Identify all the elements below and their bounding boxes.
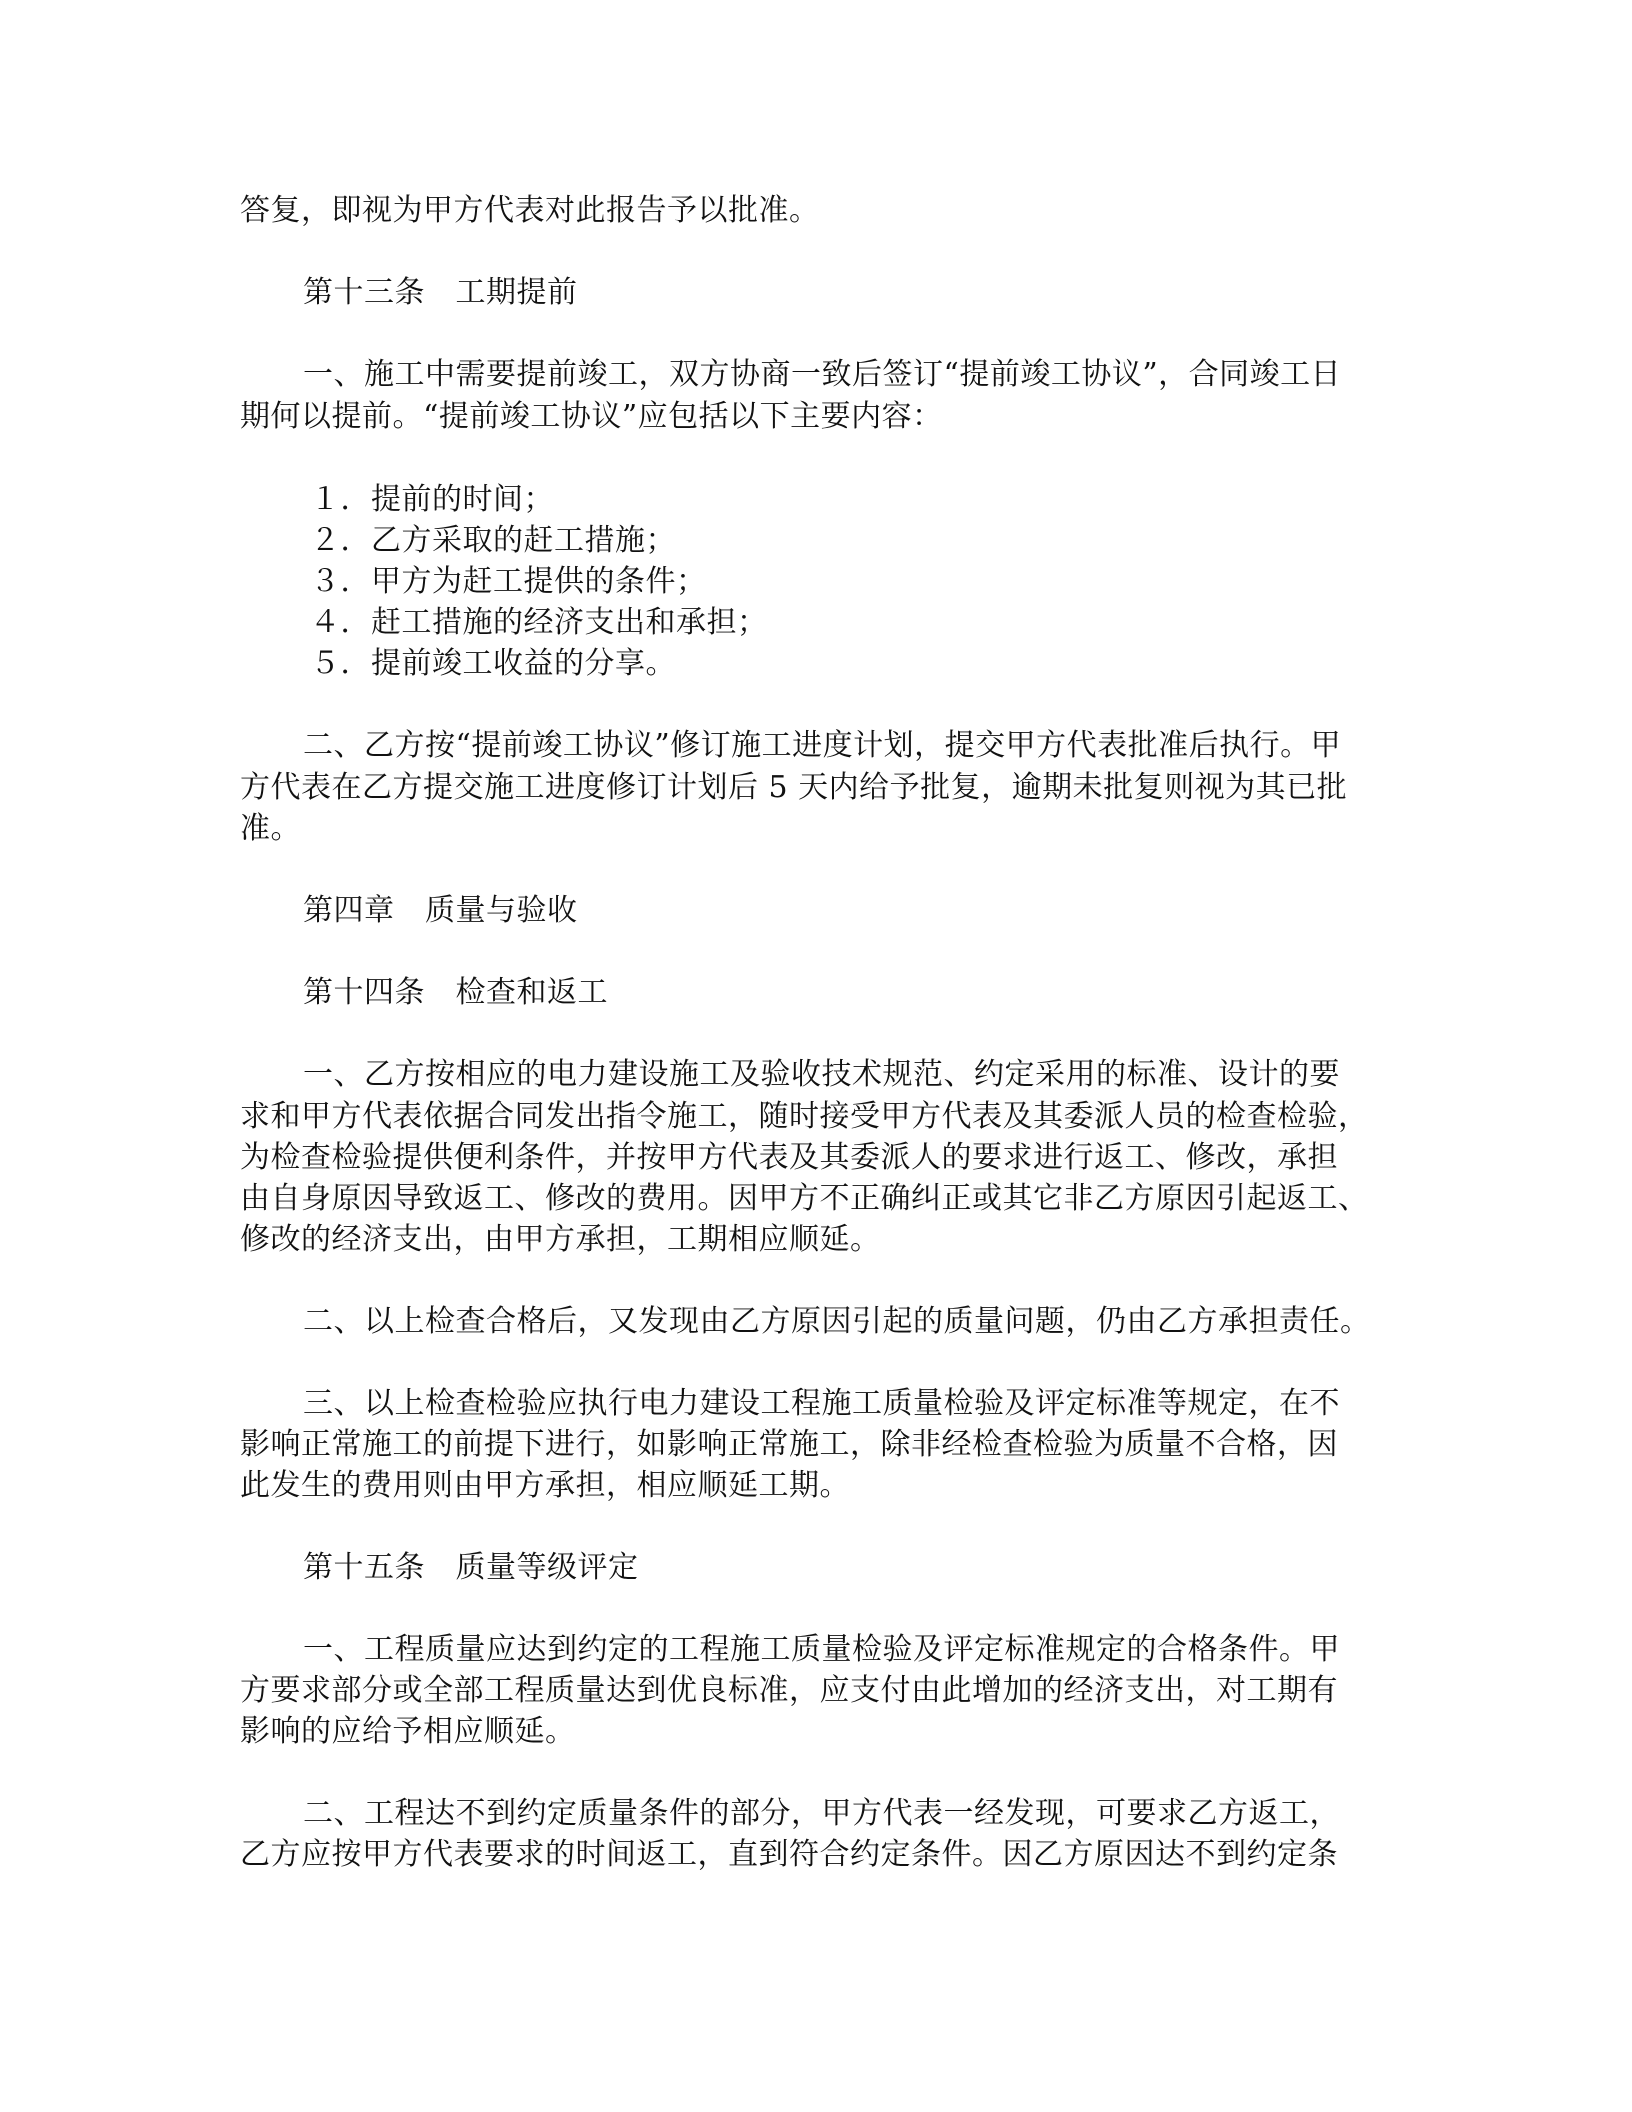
text-line: 由自身原因导致返工、修改的费用。因甲方不正确纠正或其它非乙方原因引起返工、 — [240, 1181, 1369, 1216]
article-heading: 第十三条 工期提前 — [303, 275, 578, 310]
article-heading: 第十四条 检查和返工 — [303, 975, 608, 1010]
text-line: 修改的经济支出，由甲方承担，工期相应顺延。 — [240, 1222, 881, 1257]
text-line: 三、以上检查检验应执行电力建设工程施工质量检验及评定标准等规定，在不 — [303, 1386, 1340, 1421]
text-line: 答复，即视为甲方代表对此报告予以批准。 — [240, 193, 820, 228]
text-line: 为检查检验提供便利条件，并按甲方代表及其委派人的要求进行返工、修改，承担 — [240, 1140, 1338, 1175]
text-line: 一、施工中需要提前竣工，双方协商一致后签订“提前竣工协议”，合同竣工日 — [303, 357, 1342, 392]
text-line: 二、以上检查合格后，又发现由乙方原因引起的质量问题，仍由乙方承担责任。 — [303, 1304, 1371, 1339]
list-item: ４．赶工措施的经济支出和承担； — [310, 605, 768, 640]
text-line: 二、乙方按“提前竣工协议”修订施工进度计划，提交甲方代表批准后执行。甲 — [303, 728, 1342, 763]
text-line: 乙方应按甲方代表要求的时间返工，直到符合约定条件。因乙方原因达不到约定条 — [240, 1837, 1338, 1872]
text-line: 影响正常施工的前提下进行，如影响正常施工，除非经检查检验为质量不合格，因 — [240, 1427, 1338, 1462]
text-line: 影响的应给予相应顺延。 — [240, 1714, 576, 1749]
text-line: 一、乙方按相应的电力建设施工及验收技术规范、约定采用的标准、设计的要 — [303, 1057, 1340, 1092]
text-line: 一、工程质量应达到约定的工程施工质量检验及评定标准规定的合格条件。甲 — [303, 1632, 1340, 1667]
text-line: 此发生的费用则由甲方承担，相应顺延工期。 — [240, 1468, 850, 1503]
list-item: ５．提前竣工收益的分享。 — [310, 646, 676, 681]
text-line: 期何以提前。“提前竣工协议”应包括以下主要内容： — [240, 399, 943, 434]
text-line: 方代表在乙方提交施工进度修订计划后 5 天内给予批复，逾期未批复则视为其已批 — [240, 770, 1348, 805]
article-heading: 第十五条 质量等级评定 — [303, 1550, 639, 1585]
list-item: ３．甲方为赶工提供的条件； — [310, 564, 707, 599]
text-line: 二、工程达不到约定质量条件的部分，甲方代表一经发现，可要求乙方返工， — [303, 1796, 1340, 1831]
chapter-heading: 第四章 质量与验收 — [303, 893, 578, 928]
list-item: ２．乙方采取的赶工措施； — [310, 523, 676, 558]
text-line: 准。 — [240, 811, 301, 846]
list-item: １．提前的时间； — [310, 482, 554, 517]
text-line: 求和甲方代表依据合同发出指令施工，随时接受甲方代表及其委派人员的检查检验， — [240, 1099, 1369, 1134]
text-line: 方要求部分或全部工程质量达到优良标准，应支付由此增加的经济支出，对工期有 — [240, 1673, 1338, 1708]
